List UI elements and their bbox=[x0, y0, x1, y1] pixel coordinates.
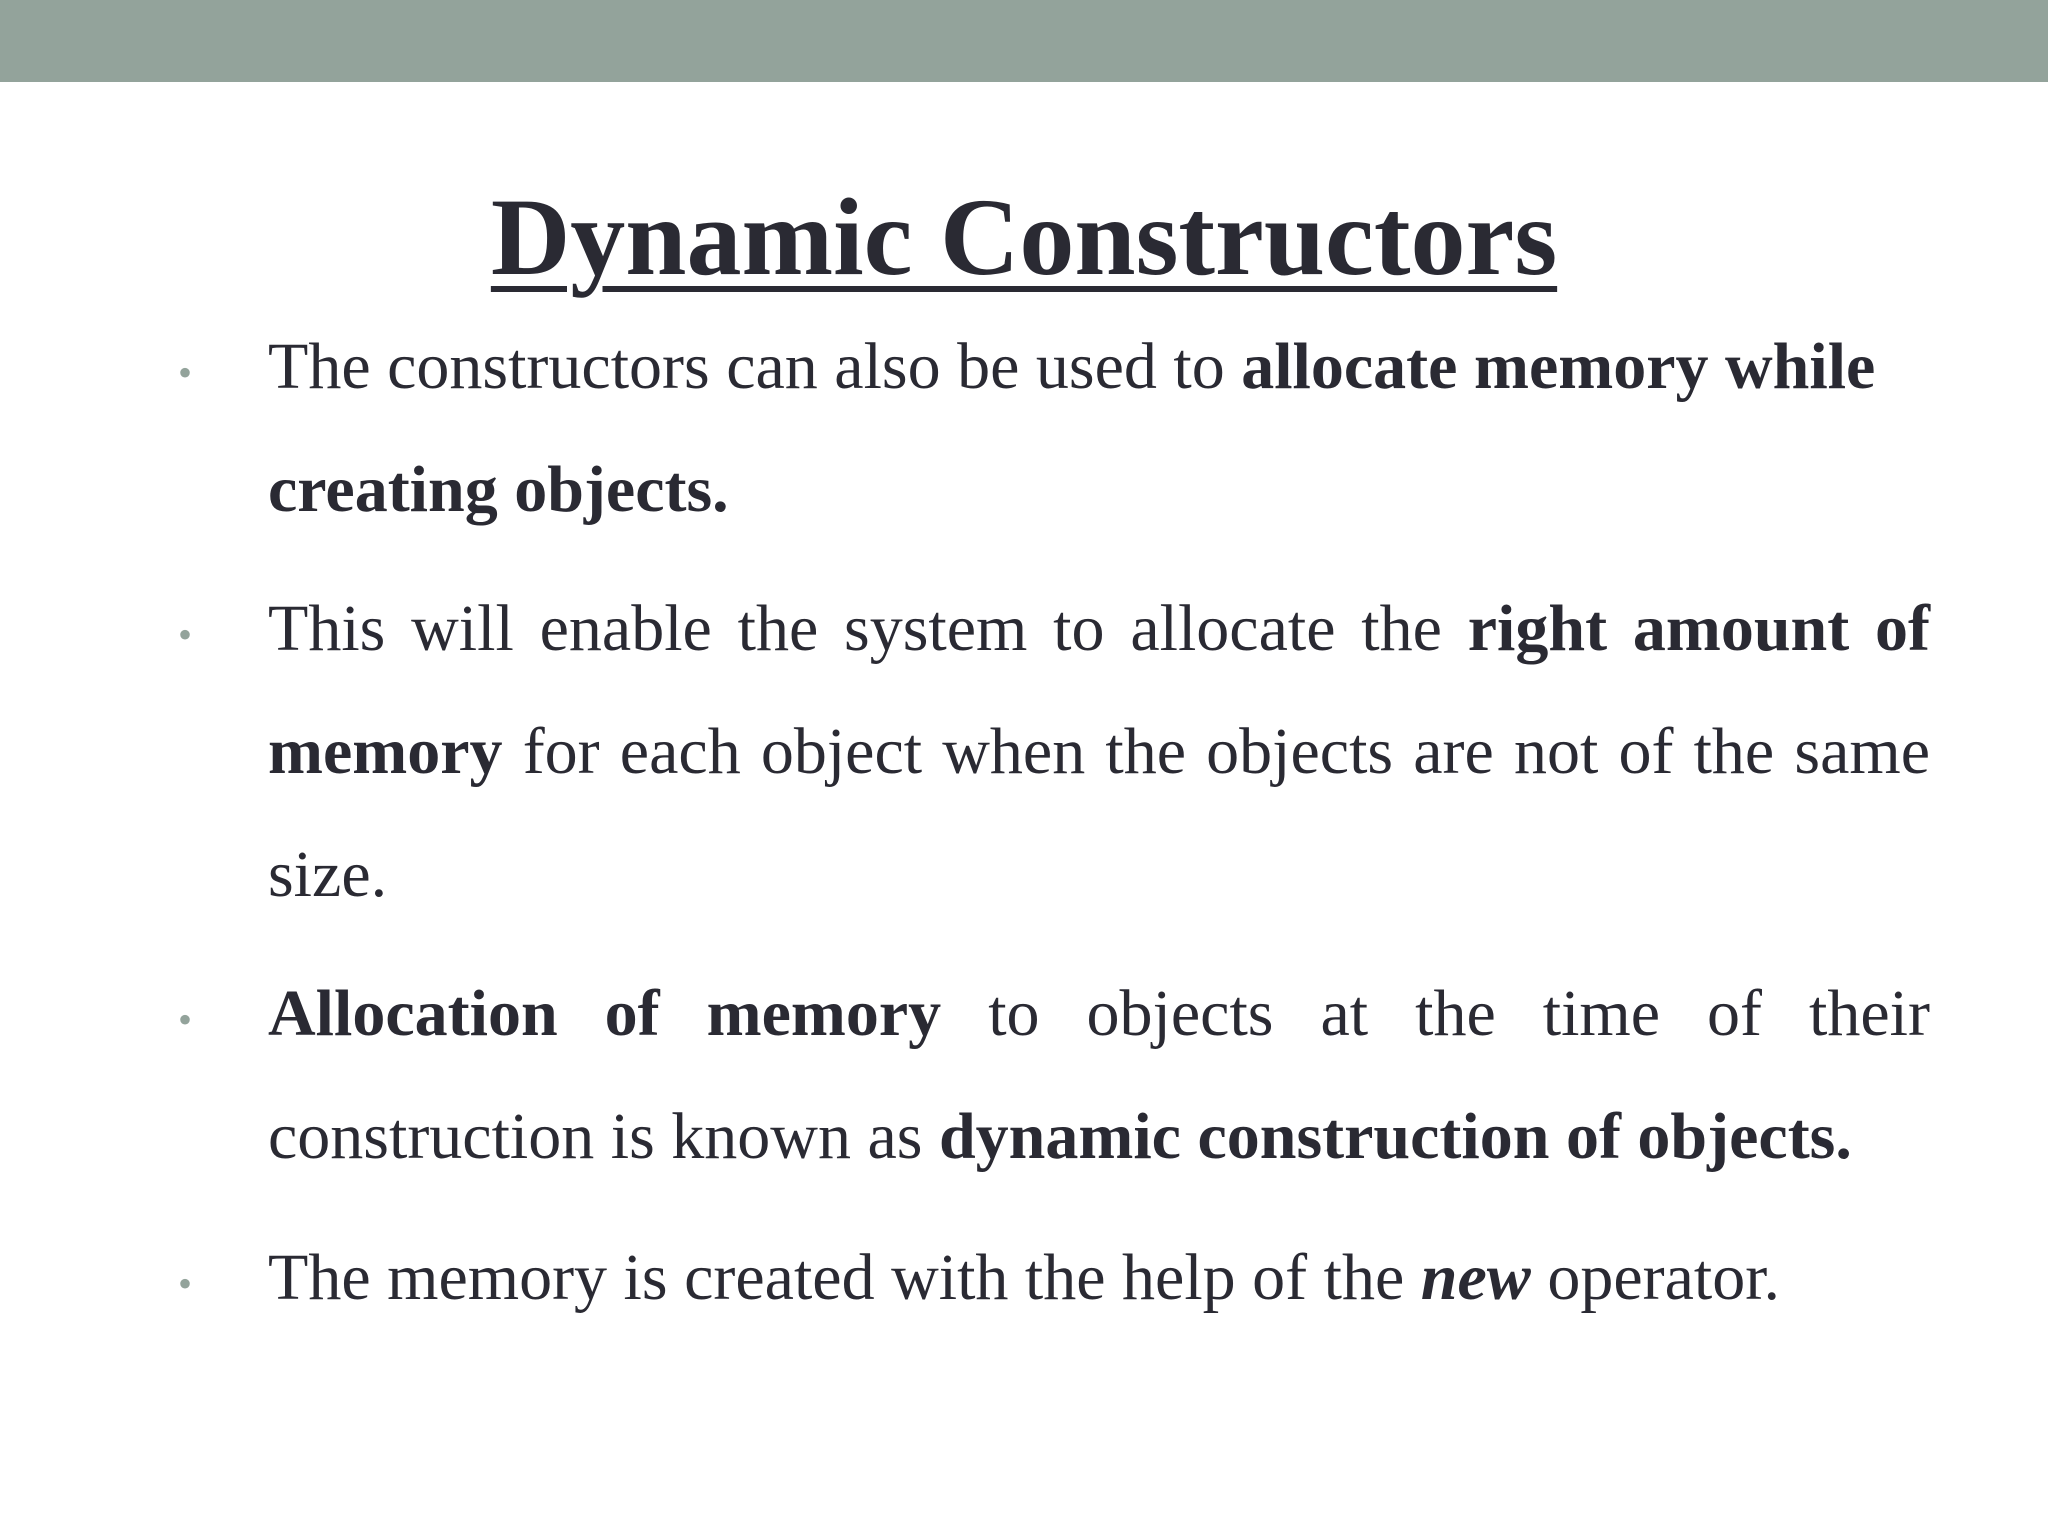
bullet-text-bold: dynamic construction of objects. bbox=[938, 1100, 1852, 1173]
bullet-text-plain: to objects at the time of their construction is known as bbox=[268, 977, 1930, 1173]
bullet-text-plain: The constructors can also be used to bbox=[268, 330, 1242, 403]
bullet-text-bold: allocate memory while creating objects. bbox=[268, 330, 1876, 526]
bullet-text-plain: The memory is created with the help of the bbox=[268, 1241, 1421, 1314]
bullet-text bbox=[268, 305, 1930, 551]
bullet-dot-icon: • bbox=[178, 997, 193, 1042]
bullet-text-plain: for each object when the objects are not of the same size. bbox=[268, 715, 1930, 911]
bullet-dot-icon: • bbox=[178, 1261, 193, 1306]
bullet-text-bold-italic: new bbox=[1420, 1241, 1531, 1314]
bullet-dot-icon: • bbox=[178, 612, 193, 657]
bullet-text-plain: operator. bbox=[1530, 1241, 1781, 1314]
bullet-text-bold: right amount of memory bbox=[268, 592, 1930, 788]
bullet-text-plain: This will enable the system to allocate the bbox=[268, 592, 1468, 665]
bullet-text-bold: Allocation of memory bbox=[268, 977, 942, 1050]
slide-title-text: Dynamic Constructors bbox=[490, 176, 1558, 298]
bullet-text bbox=[268, 567, 1930, 936]
bullet-text bbox=[268, 1216, 1930, 1339]
bullet-text bbox=[268, 952, 1930, 1198]
bullet-dot-icon: • bbox=[178, 350, 193, 395]
